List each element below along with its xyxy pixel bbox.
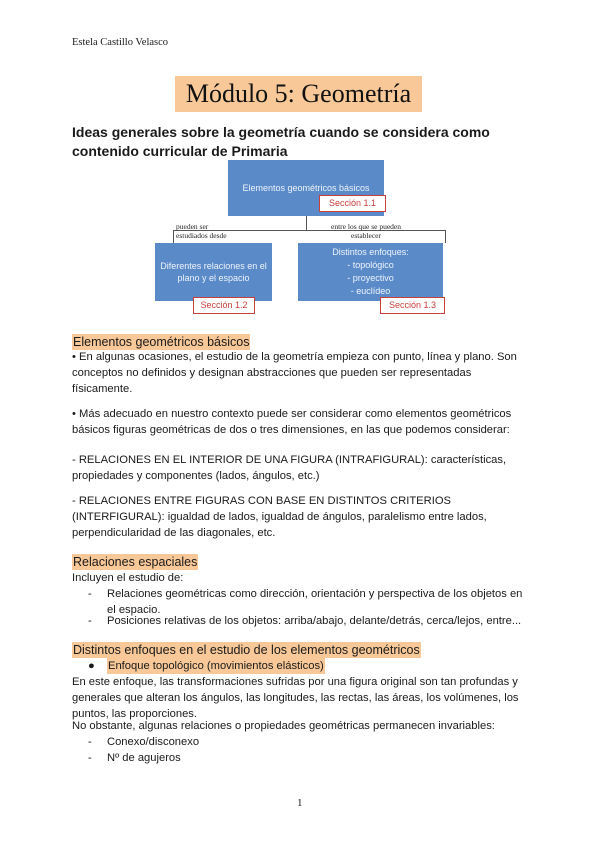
- author-name: Estela Castillo Velasco: [72, 37, 169, 48]
- section-heading: Elementos geométricos básicos: [73, 335, 250, 349]
- left-box-label: Diferentes relaciones en el plano y el espacio: [160, 261, 267, 283]
- connector-left: [173, 230, 174, 243]
- right-box-title: Distintos enfoques:: [332, 247, 409, 257]
- left-connector-label: pueden ser estudiados desde: [176, 222, 227, 240]
- bullet-item: Enfoque topológico (movimientos elásticos): [108, 660, 324, 672]
- list-item: Relaciones geométricas como dirección, orientación y perspectiva de los objetos en el espacio.: [107, 588, 523, 616]
- page-number: 1: [297, 797, 303, 809]
- paragraph: No obstante, algunas relaciones o propiedades geométricas permanecen invariables:: [72, 720, 495, 732]
- section-heading: Relaciones espaciales: [73, 555, 198, 569]
- subtitle: Ideas generales sobre la geometría cuando se considera como contenido curricular de Primaria: [72, 124, 490, 159]
- right-box-item: - euclídeo: [350, 286, 391, 296]
- paragraph: - RELACIONES ENTRE FIGURAS CON BASE EN DISTINTOS CRITERIOS (INTERFIGURAL): igualdad de lados, igualdad de ángulos, paralelismo entre lados, perpendicularidad de las diagonales, etc.: [72, 495, 487, 539]
- connector-right: [445, 230, 446, 243]
- connector-stem: [306, 216, 307, 230]
- right-section-label: Sección 1.3: [380, 297, 445, 314]
- paragraph: • En algunas ocasiones, el estudio de la geometría empieza con punto, línea y plano. Son conceptos no definidos y designan abstracciones que pueden ser representadas físicamente.: [72, 351, 517, 395]
- right-box-item: - proyectivo: [347, 273, 394, 283]
- list-item: Conexo/disconexo: [107, 736, 200, 748]
- section-heading: Distintos enfoques en el estudio de los elementos geométricos: [73, 643, 420, 657]
- paragraph: Incluyen el estudio de:: [72, 572, 184, 584]
- top-box-label: Elementos geométricos básicos: [242, 183, 370, 193]
- dash-marker: -: [88, 615, 92, 627]
- paragraph: En este enfoque, las transformaciones sufridas por una figura original son tan profundas y generales que alteran los ángulos, las longitudes, las rectas, las áreas, los volúmenes, los puntos, las proporciones.: [72, 676, 519, 720]
- paragraph: • Más adecuado en nuestro contexto puede ser considerar como elementos geométricos básicos figuras geométricas de dos o tres dimensiones, en las que podemos considerar:: [72, 408, 512, 436]
- right-connector-label: entre los que se pueden establecer: [331, 222, 401, 240]
- left-section-label: Sección 1.2: [193, 297, 255, 314]
- top-section-label: Sección 1.1: [319, 195, 386, 212]
- dash-marker: -: [88, 736, 92, 748]
- left-box: [155, 243, 272, 301]
- paragraph: - RELACIONES EN EL INTERIOR DE UNA FIGURA (INTRAFIGURAL): características, propiedades y componentes (lados, ángulos, etc.): [72, 454, 507, 482]
- page-title: Módulo 5: Geometría: [175, 76, 422, 112]
- dash-marker: -: [88, 752, 92, 764]
- right-box: [298, 243, 443, 301]
- dash-marker: -: [88, 588, 92, 600]
- bullet-marker: ●: [88, 660, 95, 672]
- right-box-item: - topológico: [347, 260, 394, 270]
- list-item: Nº de agujeros: [107, 752, 181, 764]
- list-item: Posiciones relativas de los objetos: arriba/abajo, delante/detrás, cerca/lejos, entre...: [107, 615, 522, 627]
